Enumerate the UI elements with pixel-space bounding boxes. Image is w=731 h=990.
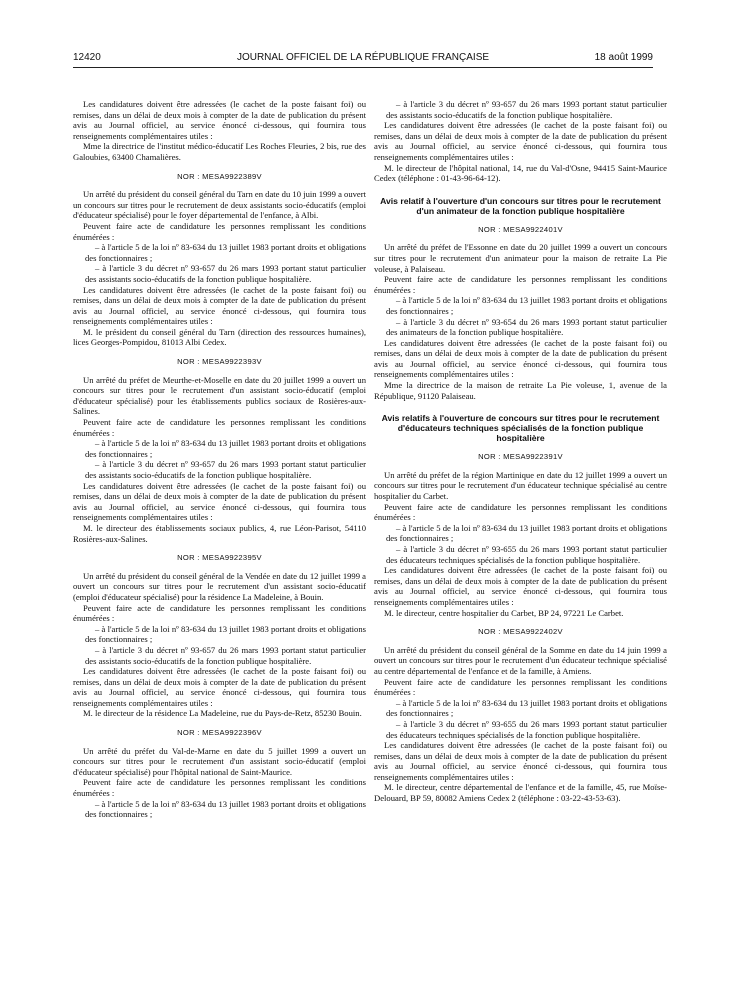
list-item: – à l'article 5 de la loi nº 83-634 du 13 juillet 1983 portant droits et obligations des fonctionnaires ;: [386, 522, 667, 544]
list-item: – à l'article 3 du décret nº 93-657 du 26 mars 1993 portant statut particulier des assistants socio-éducatifs de la fonction publique hospitalière.: [85, 263, 366, 284]
paragraph: Les candidatures doivent être adressées (le cachet de la poste faisant foi) ou remises, dans un délai de deux mois à compter de la date de publication du présent avis au Journal officiel, au service énoncé ci-dessous, qui fournira tous renseignements complémentaires utiles :: [374, 565, 667, 607]
address: M. le directeur de l'hôpital national, 14, rue du Val-d'Osne, 94415 Saint-Maurice Cedex (téléphone : 01-43-96-64-12).: [374, 162, 667, 184]
paragraph: Un arrêté du préfet de la région Martinique en date du 12 juillet 1999 a ouvert un concours sur titres pour le recrutement d'un éducateur technique spécialisé au centre hospitalier du Carbet.: [374, 469, 667, 502]
list-item: – à l'article 3 du décret nº 93-657 du 26 mars 1993 portant statut particulier des assistants socio-éducatifs de la fonction publique hospitalière.: [85, 459, 366, 480]
address: Mme la directrice de la maison de retraite La Pie voleuse, 1, avenue de la République, 91120 Palaiseau.: [374, 380, 667, 401]
paragraph: Les candidatures doivent être adressées (le cachet de la poste faisant foi) ou remises, dans un délai de deux mois à compter de la date de publication du présent avis au Journal officiel, au service énoncé ci-dessous, qui fournira tous renseignements complémentaires utiles :: [374, 740, 667, 782]
list-item: – à l'article 3 du décret nº 93-654 du 26 mars 1993 portant statut particulier des animateurs de la fonction publique hospitalière.: [386, 316, 667, 338]
paragraph: Peuvent faire acte de candidature les personnes remplissant les conditions énumérées :: [374, 274, 667, 295]
nor-reference: NOR : MESA9922393V: [177, 357, 262, 367]
page-header: [73, 50, 653, 66]
list-item: – à l'article 3 du décret nº 93-657 du 26 mars 1993 portant statut particulier des assistants socio-éducatifs de la fonction publique hospitalière.: [85, 644, 366, 666]
paragraph: Peuvent faire acte de candidature les personnes remplissant les conditions énumérées :: [374, 501, 667, 523]
paragraph: Peuvent faire acte de candidature les personnes remplissant les conditions énumérées :: [73, 777, 366, 799]
paragraph: Peuvent faire acte de candidature les personnes remplissant les conditions énumérées :: [374, 676, 667, 698]
paragraph: Les candidatures doivent être adressées (le cachet de la poste faisant foi) ou remises, dans un délai de deux mois à compter de la date de publication du présent avis au Journal officiel, au service énoncé ci-dessous, qui fournira tous renseignements complémentaires utiles :: [73, 666, 366, 708]
address: M. le directeur de la résidence La Madeleine, rue du Pays-de-Retz, 85230 Bouin.: [83, 708, 362, 719]
nor-reference: NOR : MESA9922395V: [177, 553, 262, 563]
paragraph: Les candidatures doivent être adressées (le cachet de la poste faisant foi) ou remises, dans un délai de deux mois à compter de la date de publication du présent avis au Journal officiel, au service énoncé ci-dessous, qui fournira tous renseignements complémentaires utiles :: [73, 480, 366, 523]
paragraph: Les candidatures doivent être adressées (le cachet de la poste faisant foi) ou remises, dans un délai de deux mois à compter de la date de publication du présent avis au Journal officiel, au service énoncé ci-dessous, qui fournira tous renseignements complémentaires utiles :: [73, 99, 366, 141]
section-title: Avis relatifs à l'ouverture de concours sur titres pour le recrutement d'éducateurs techniques spécialisés de la fonction publique hospitalière: [381, 413, 660, 444]
left-column: [73, 99, 366, 820]
nor-reference: NOR : MESA9922396V: [177, 728, 262, 738]
list-item: – à l'article 5 de la loi nº 83-634 du 13 juillet 1983 portant droits et obligations des fonctionnaires ;: [85, 242, 366, 263]
nor-reference: NOR : MESA9922391V: [478, 452, 563, 462]
address: Mme la directrice de l'institut médico-éducatif Les Roches Fleuries, 2 bis, rue des Galoubies, 63400 Chamalières.: [73, 141, 366, 162]
header-rule: [73, 67, 653, 68]
paragraph: Peuvent faire acte de candidature les personnes remplissant les conditions énumérées :: [73, 417, 366, 438]
paragraph: Un arrêté du préfet de l'Essonne en date du 20 juillet 1999 a ouvert un concours sur titres pour le recrutement d'un animateur pour la maison de retraite La Pie voleuse, à Palaiseau.: [374, 242, 667, 274]
section-title: Avis relatif à l'ouverture d'un concours sur titres pour le recrutement d'un animateur de la fonction publique hospitalière: [380, 195, 661, 216]
address: M. le directeur des établissements sociaux publics, 4, rue Léon-Parisot, 54110 Rosières-aux-Salines.: [73, 522, 366, 544]
address: M. le directeur, centre départemental de l'enfance et de la famille, 45, rue Moïse-Delouard, BP 59, 80082 Amiens Cedex 2 (téléphone : 03-22-43-53-63).: [374, 782, 667, 804]
paragraph: Un arrêté du président du conseil général du Tarn en date du 10 juin 1999 a ouvert un concours sur titres pour le recrutement de deux assistants socio-éducatifs (emploi d'éducateur spécialisé) pour le foyer départemental de l'enfance, à Albi.: [73, 189, 366, 221]
address: M. le président du conseil général du Tarn (direction des ressources humaines), lices Georges-Pompidou, 81013 Albi Cedex.: [73, 326, 366, 348]
paragraph: Peuvent faire acte de candidature les personnes remplissant les conditions énumérées :: [73, 602, 366, 624]
publication-date: 18 août 1999: [594, 52, 653, 63]
right-column: [374, 99, 667, 804]
list-item: – à l'article 3 du décret nº 93-655 du 26 mars 1993 portant statut particulier des éducateurs techniques spécialisés de la fonction publique hospitalière.: [386, 544, 667, 565]
list-item: – à l'article 3 du décret nº 93-655 du 26 mars 1993 portant statut particulier des éducateurs techniques spécialisés de la fonction publique hospitalière.: [386, 718, 667, 740]
list-item: – à l'article 5 de la loi nº 83-634 du 13 juillet 1983 portant droits et obligations des fonctionnaires ;: [386, 697, 667, 719]
nor-reference: NOR : MESA9922389V: [177, 171, 262, 181]
paragraph: Un arrêté du président du conseil général de la Vendée en date du 12 juillet 1999 a ouvert un concours sur titres pour le recrutement d'un assistant socio-éducatif (emploi d'éducateur spécialisé) pour la résidence La Madeleine, à Bouin.: [73, 570, 366, 602]
nor-reference: NOR : MESA9922401V: [478, 224, 563, 234]
list-item: – à l'article 5 de la loi nº 83-634 du 13 juillet 1983 portant droits et obligations des fonctionnaires ;: [85, 438, 366, 459]
paragraph: Les candidatures doivent être adressées (le cachet de la poste faisant foi) ou remises, dans un délai de deux mois à compter de la date de publication du présent avis au Journal officiel, au service énoncé ci-dessous, qui fournira tous renseignements complémentaires utiles :: [73, 284, 366, 327]
paragraph: Les candidatures doivent être adressées (le cachet de la poste faisant foi) ou remises, dans un délai de deux mois à compter de la date de publication du présent avis au Journal officiel, au service énoncé ci-dessous, qui fournira tous renseignements complémentaires utiles :: [374, 337, 667, 380]
nor-reference: NOR : MESA9922402V: [478, 627, 563, 637]
list-item: – à l'article 5 de la loi nº 83-634 du 13 juillet 1983 portant droits et obligations des fonctionnaires ;: [85, 623, 366, 645]
paragraph: Un arrêté du préfet du Val-de-Marne en date du 5 juillet 1999 a ouvert un concours sur titres pour le recrutement d'un assistant socio-éducatif (emploi d'éducateur spécialisé) pour l'hôpital national de Saint-Maurice.: [73, 745, 366, 777]
journal-title: JOURNAL OFFICIEL DE LA RÉPUBLIQUE FRANÇAISE: [236, 52, 490, 63]
address: M. le directeur, centre hospitalier du Carbet, BP 24, 97221 Le Carbet.: [384, 607, 624, 618]
list-item: – à l'article 3 du décret nº 93-657 du 26 mars 1993 portant statut particulier des assistants socio-éducatifs de la fonction publique hospitalière.: [386, 99, 667, 120]
paragraph: Peuvent faire acte de candidature les personnes remplissant les conditions énumérées :: [73, 220, 366, 242]
list-item: – à l'article 5 de la loi nº 83-634 du 13 juillet 1983 portant droits et obligations des fonctionnaires ;: [85, 798, 366, 820]
paragraph: Un arrêté du préfet de Meurthe-et-Moselle en date du 20 juillet 1999 a ouvert un concours sur titres pour le recrutement d'un assistant socio-éducatif (emploi d'éducateur spécialisé) pour les établissements publics sociaux de Rosières-aux-Salines.: [73, 374, 366, 417]
paragraph: Un arrêté du président du conseil général de la Somme en date du 14 juin 1999 a ouvert un concours sur titres pour le recrutement d'un éducateur technique spécialisé au centre départemental de l'enfance et de la famille, à Amiens.: [374, 644, 667, 676]
page-number: 12420: [73, 52, 101, 63]
paragraph: Les candidatures doivent être adressées (le cachet de la poste faisant foi) ou remises, dans un délai de deux mois à compter de la date de publication du présent avis au Journal officiel, au service énoncé ci-dessous, qui fournira tous renseignements complémentaires utiles :: [374, 120, 667, 162]
list-item: – à l'article 5 de la loi nº 83-634 du 13 juillet 1983 portant droits et obligations des fonctionnaires ;: [386, 295, 667, 316]
